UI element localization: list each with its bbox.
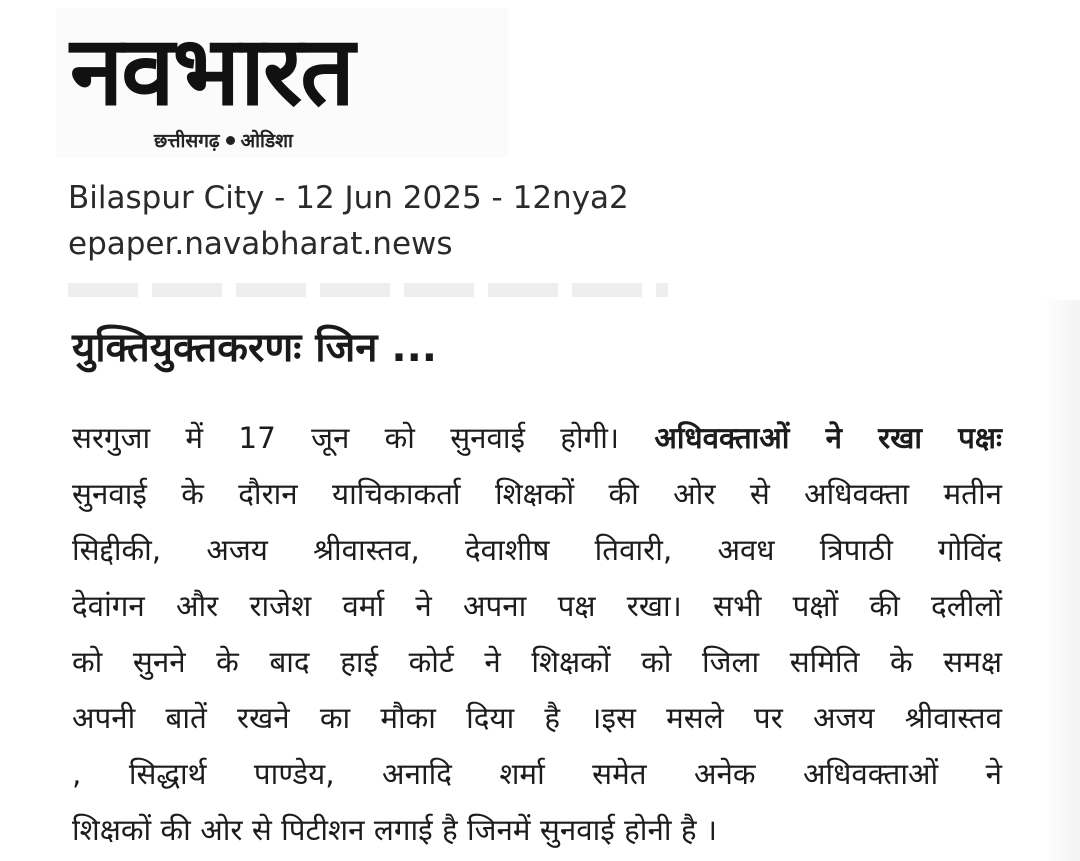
masthead bbox=[56, 8, 508, 158]
masthead-subtitle bbox=[154, 128, 293, 154]
newspaper-logo: नवभारत bbox=[70, 15, 353, 127]
page-edge-shadow bbox=[1040, 300, 1080, 861]
article-line-2: सुनवाई के दौरान याचिकाकर्ता शिक्षकों की ओर से अधिवक्ता मतीन bbox=[72, 477, 1002, 511]
edition-line: Bilaspur City - 12 Jun 2025 - 12nya2 bbox=[68, 180, 629, 216]
article-line-1 bbox=[72, 410, 1002, 466]
article-body bbox=[72, 410, 1002, 858]
article-line-8: शिक्षकों की ओर से पिटीशन लगाई है जिनमें सुनवाई होनी है । bbox=[72, 813, 718, 847]
article-line-3: सिद्दीकी, अजय श्रीवास्तव, देवाशीष तिवारी, अवध त्रिपाठी गोविंद bbox=[72, 533, 1002, 567]
article-headline: युक्तियुक्तकरणः जिन ... bbox=[72, 325, 437, 371]
article-subhead: अधिवक्ताओं ने रखा पक्षः bbox=[654, 421, 1002, 455]
bullet-dot-icon bbox=[226, 136, 235, 145]
article-line-1-text: सरगुजा में 17 जून को सुनवाई होगी। bbox=[72, 421, 655, 455]
website-link[interactable]: epaper.navabharat.news bbox=[68, 226, 453, 262]
article-line-6: अपनी बातें रखने का मौका दिया है ।इस मसले पर अजय श्रीवास्तव bbox=[72, 701, 1002, 735]
article-line-7: , सिद्धार्थ पाण्डेय, अनादि शर्मा समेत अनेक अधिवक्ताओं ने bbox=[72, 757, 1002, 791]
masthead-region-odisha: ओडिशा bbox=[240, 130, 293, 152]
article-line-4: देवांगन और राजेश वर्मा ने अपना पक्ष रखा। सभी पक्षों की दलीलों bbox=[72, 589, 1002, 623]
masthead-region-chhattisgarh: छत्तीसगढ़ bbox=[154, 130, 220, 152]
article-line-5: को सुनने के बाद हाई कोर्ट ने शिक्षकों को जिला समिति के समक्ष bbox=[72, 645, 1002, 679]
faded-text-strip bbox=[68, 283, 668, 297]
